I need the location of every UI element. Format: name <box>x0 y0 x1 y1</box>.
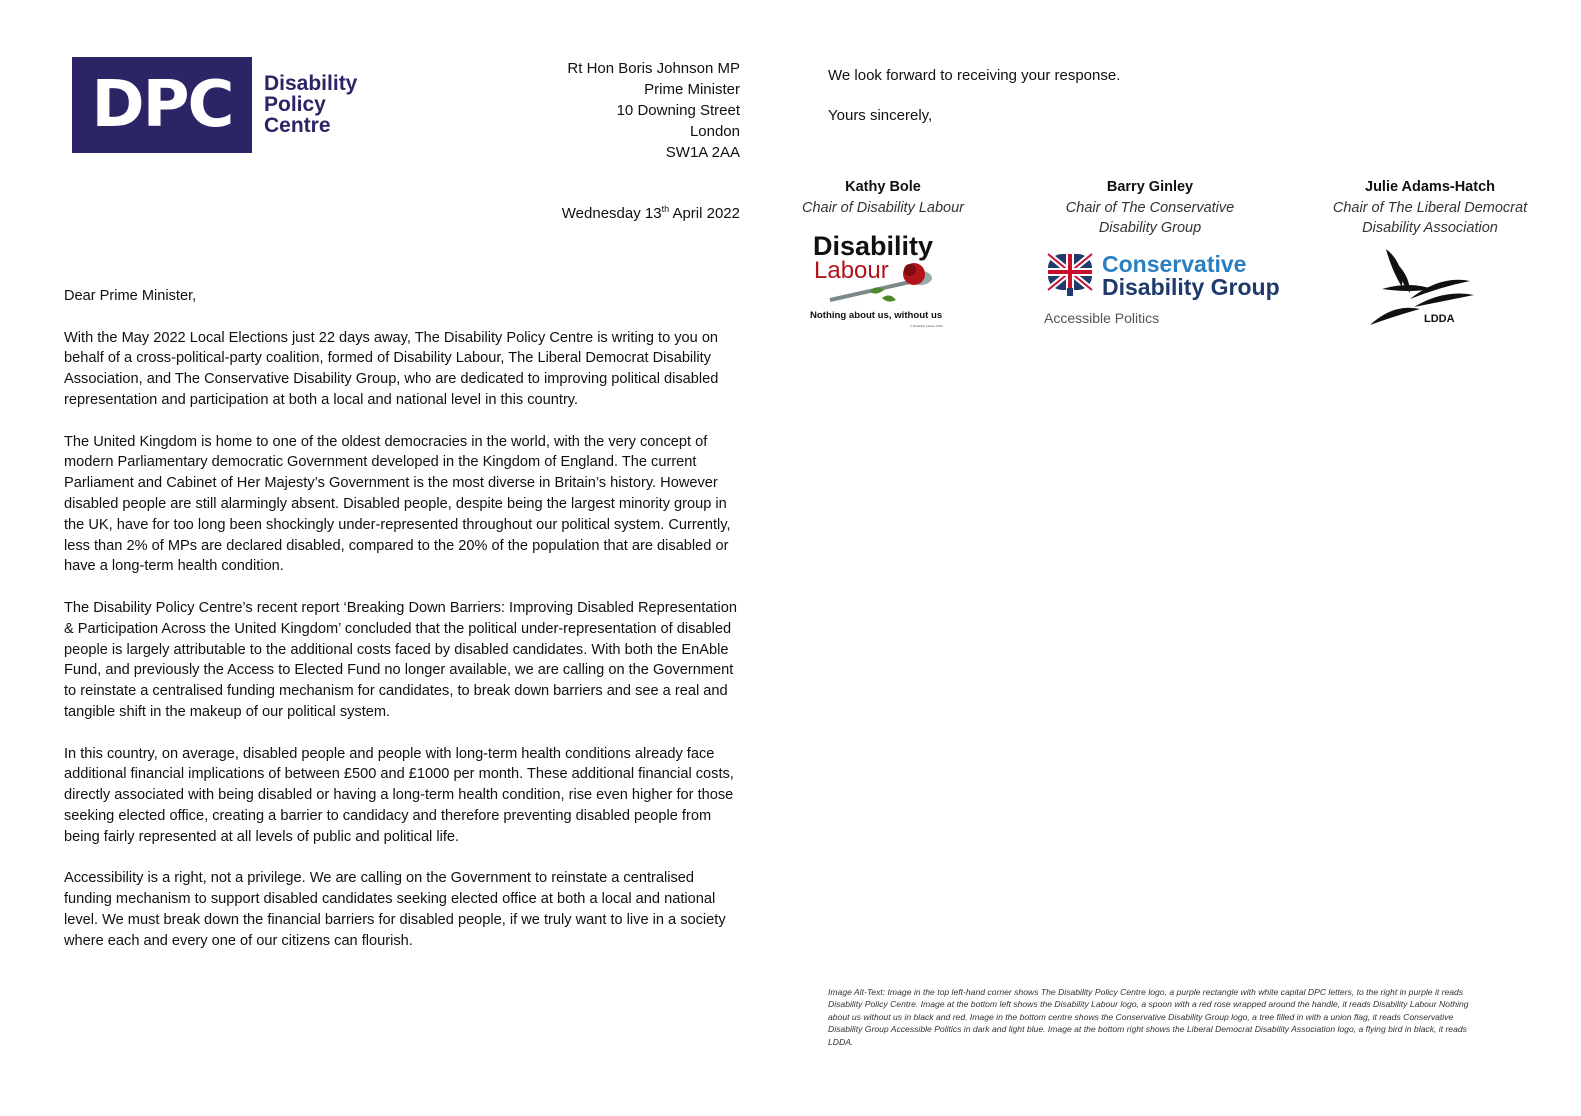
date-suffix: th <box>661 204 670 214</box>
spoon-icon <box>830 282 910 300</box>
dpc-logo-name-line: Disability <box>264 72 358 95</box>
cdg-line1: Conservative <box>1102 251 1247 277</box>
signatory-role: Chair of The Liberal Democrat <box>1332 199 1528 216</box>
sign-off: Yours sincerely, <box>828 107 933 124</box>
address-line: Rt Hon Boris Johnson MP <box>567 60 740 77</box>
body-paragraph: The United Kingdom is home to one of the oldest democracies in the world, with the very concept of modern Parliamentary democratic Government developed in the Kingdom of England. The current Parliament and Cabinet of Her Majesty’s Government is the most diverse in Britain’s history. However disabled people are still alarmingly absent. Disabled people, despite being the largest minority group in the UK, have for too long been shockingly under-represented throughout our political system. Currently, less than 2% of MPs are declared disabled, compared to the 20% of the population that are disabled or have a long-term health condition. <box>64 433 731 575</box>
leaf-icon <box>882 295 896 301</box>
signatory-barry-ginley <box>1040 177 1260 239</box>
address-line: Prime Minister <box>644 81 740 98</box>
cdg-logo-graphic <box>1044 248 1284 330</box>
date-rest: April 2022 <box>669 205 740 222</box>
dl-line1: Disability <box>813 234 934 261</box>
closing-line: We look forward to receiving your response. <box>828 67 1121 84</box>
dpc-logo-name <box>264 73 357 136</box>
dpc-logo-name-line: Policy <box>264 93 326 116</box>
signatory-role: Disability Association <box>1362 220 1498 236</box>
signatory-name: Julie Adams-Hatch <box>1365 179 1495 195</box>
conservative-disability-group-logo <box>1044 248 1284 330</box>
dl-line2: Labour <box>814 257 889 284</box>
signatory-role: Disability Group <box>1098 220 1202 236</box>
body-paragraph: With the May 2022 Local Elections just 22 days away, The Disability Policy Centre is writing to you on behalf of a cross-political-party coalition, formed of Disability Labour, The Liberal Democrat Disability Association, and The Conservative Disability Group, who are dedicated to improving political disabled representation and participation at both a local and national level in this country. <box>64 329 719 408</box>
signatory-role: Chair of The Conservative <box>1065 199 1235 216</box>
cdg-line2: Disability Group <box>1102 274 1280 300</box>
dpc-logo-name-line: Centre <box>264 114 331 137</box>
body-paragraph: In this country, on average, disabled people and people with long-term health conditions already face additional financial implications of between £500 and £1000 per month. These additional financial costs, directly associated with being disabled or having a long-term health condition, rise even higher for those seeking elected office, creating a barrier to candidacy and therefore preventing disabled people from being fairly represented at all levels of public and political life. <box>64 745 734 845</box>
cdg-tagline: Accessible Politics <box>1044 310 1160 326</box>
address-line: London <box>689 123 740 140</box>
letter-closing <box>828 66 1120 146</box>
signatory-julie-adams-hatch <box>1315 177 1545 239</box>
disability-labour-logo <box>810 234 960 334</box>
address-line: 10 Downing Street <box>616 102 740 119</box>
ldda-logo <box>1370 245 1480 331</box>
union-flag-tree-icon <box>1048 254 1092 296</box>
ldda-bird-graphic <box>1370 245 1480 331</box>
flying-bird-icon <box>1370 249 1474 325</box>
rose-center-icon <box>904 264 916 276</box>
signatory-kathy-bole <box>783 177 983 218</box>
address-line: SW1A 2AA <box>665 144 740 161</box>
letter-body <box>64 286 744 972</box>
body-paragraph: Accessibility is a right, not a privilege. We are calling on the Government to reinstate a centralised funding mechanism to support disabled candidates seeking elected office at both a local and national level. We must break down the financial barriers for disabled people, if we truly want to live in a society where each and every one of our citizens can flourish. <box>64 870 726 949</box>
signatory-role: Chair of Disability Labour <box>802 199 964 216</box>
ldda-text: LDDA <box>1424 313 1455 325</box>
disability-labour-logo-graphic <box>810 234 960 334</box>
dpc-logo <box>72 57 372 153</box>
dl-credit: © Disability Labour 2019 <box>910 324 943 328</box>
dl-tagline: Nothing about us, without us <box>810 310 943 321</box>
salutation: Dear Prime Minister, <box>64 288 197 304</box>
date-prefix: Wednesday 13 <box>561 205 662 222</box>
signatory-name: Kathy Bole <box>845 179 921 195</box>
dpc-logo-letters: DPC <box>91 68 233 142</box>
signatory-name: Barry Ginley <box>1106 179 1194 195</box>
letter-date <box>562 204 740 222</box>
recipient-address <box>567 58 740 163</box>
image-alt-text: Image Alt-Text: Image in the top left-hand corner shows The Disability Policy Centre logo, a purple rectangle with white capital DPC letters, to the right in purple it reads Disability Policy Centre. Image at the bottom left shows the Disability Labour logo, a spoon with a red rose wrapped around the handle, it reads Disability Labour Nothing about us without us in black and red. Image in the bottom centre shows the Conservative Disability Group logo, a tree filled in with a union flag, it reads Conservative Disability Group Accessible Politics in dark and light blue. Image at the bottom right shows the Liberal Democrat Disability Association logo, a flying bird in black, it reads LDDA. <box>828 987 1469 1047</box>
body-paragraph: The Disability Policy Centre’s recent report ‘Breaking Down Barriers: Improving Disabled Representation & Participation Across the United Kingdom’ concluded that the political under-representation of disabled people is largely attributable to the additional costs faced by disabled candidates. With both the EnAble Fund, and previously the Access to Elected Fund no longer available, we are calling on the Government to reinstate a centralised funding mechanism for candidates, to break down barriers and see a real and tangible shift in the makeup of our political system. <box>64 599 737 720</box>
